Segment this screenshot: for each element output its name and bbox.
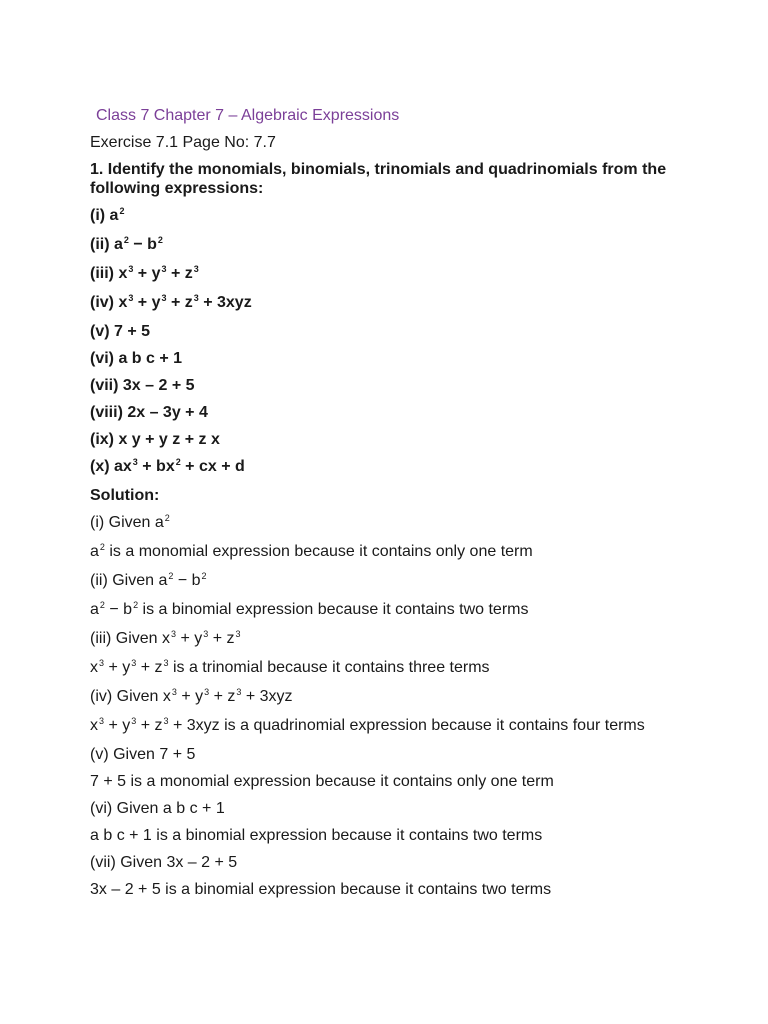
expression-item <box>90 235 670 256</box>
text-segment: (i) a <box>90 207 119 224</box>
text-segment: 7 + 5 is a monomial expression because it contains only one term <box>90 773 554 790</box>
solution-list <box>90 513 670 899</box>
text-segment: + z <box>166 294 193 311</box>
solution-line <box>90 658 670 679</box>
text-segment: x <box>90 717 98 734</box>
expression-item <box>90 264 670 285</box>
text-segment: + y <box>133 265 161 282</box>
superscript: 3 <box>128 264 134 274</box>
superscript: 2 <box>201 571 207 581</box>
question-text: 1. Identify the monomials, binomials, trinomials and quadrinomials from the following expressions: <box>90 161 667 197</box>
text-segment: (v) Given 7 + 5 <box>90 746 196 763</box>
superscript: 2 <box>99 600 105 610</box>
solution-line <box>90 799 670 818</box>
superscript: 3 <box>236 687 242 697</box>
superscript: 3 <box>204 687 210 697</box>
superscript: 3 <box>131 716 137 726</box>
superscript: 2 <box>133 600 139 610</box>
text-segment: (iv) Given x <box>90 688 171 705</box>
text-segment: is a monomial expression because it contains only one term <box>104 543 533 560</box>
text-segment: + z <box>208 630 235 647</box>
solution-heading: Solution: <box>90 487 160 504</box>
text-segment: a <box>90 601 99 618</box>
superscript: 3 <box>193 293 199 303</box>
text-segment: (ii) a <box>90 236 123 253</box>
solution-line <box>90 600 670 621</box>
exercise-label: Exercise 7.1 Page No: 7.7 <box>90 134 276 151</box>
superscript: 3 <box>99 658 105 668</box>
text-segment: is a trinomial because it contains three terms <box>168 659 490 676</box>
solution-line <box>90 716 670 737</box>
superscript: 2 <box>157 235 163 245</box>
text-segment: x <box>90 659 98 676</box>
superscript: 3 <box>171 629 177 639</box>
text-segment: (viii) 2x – 3y + 4 <box>90 404 208 421</box>
solution-line <box>90 629 670 650</box>
text-segment: + y <box>104 659 131 676</box>
expression-item <box>90 457 670 478</box>
solution-line <box>90 542 670 563</box>
superscript: 2 <box>123 235 129 245</box>
superscript: 2 <box>175 457 181 467</box>
solution-line <box>90 826 670 845</box>
text-segment: (i) Given a <box>90 514 164 531</box>
text-segment: (ii) Given a <box>90 572 168 589</box>
text-segment: (vi) Given a b c + 1 <box>90 800 225 817</box>
superscript: 2 <box>99 542 105 552</box>
text-segment: (ix) x y + y z + z x <box>90 431 220 448</box>
expression-item <box>90 322 670 341</box>
text-segment: + 3xyz <box>198 294 252 311</box>
superscript: 3 <box>131 658 137 668</box>
solution-line <box>90 772 670 791</box>
superscript: 3 <box>171 687 177 697</box>
text-segment: + z <box>209 688 236 705</box>
text-segment: (v) 7 + 5 <box>90 323 151 340</box>
text-segment: (iv) x <box>90 294 128 311</box>
text-segment: (vi) a b c + 1 <box>90 350 183 367</box>
superscript: 3 <box>99 716 105 726</box>
text-segment: + z <box>136 717 163 734</box>
superscript: 2 <box>168 571 174 581</box>
text-segment: + z <box>166 265 193 282</box>
expression-item <box>90 403 670 422</box>
superscript: 3 <box>163 658 169 668</box>
superscript: 3 <box>203 629 209 639</box>
text-segment: + y <box>104 717 131 734</box>
expression-list <box>90 206 670 478</box>
superscript: 2 <box>164 513 170 523</box>
solution-line <box>90 880 670 899</box>
text-segment: + y <box>176 688 204 705</box>
text-segment: 3x – 2 + 5 is a binomial expression because it contains two terms <box>90 881 552 898</box>
superscript: 3 <box>161 293 167 303</box>
superscript: 3 <box>128 293 134 303</box>
superscript: 3 <box>132 457 138 467</box>
text-segment: + cx + d <box>180 458 245 475</box>
text-segment: (iii) x <box>90 265 128 282</box>
expression-item <box>90 293 670 314</box>
text-segment: + y <box>133 294 161 311</box>
text-segment: is a binomial expression because it contains two terms <box>138 601 529 618</box>
solution-line <box>90 687 670 708</box>
text-segment: − b <box>173 572 201 589</box>
solution-line <box>90 571 670 592</box>
text-segment: (x) ax <box>90 458 132 475</box>
superscript: 3 <box>163 716 169 726</box>
solution-line <box>90 513 670 534</box>
text-segment: (iii) Given x <box>90 630 171 647</box>
expression-item <box>90 349 670 368</box>
text-segment: a <box>90 543 99 560</box>
expression-item <box>90 376 670 395</box>
expression-item <box>90 430 670 449</box>
solution-line <box>90 853 670 872</box>
text-segment: (vii) 3x – 2 + 5 <box>90 377 195 394</box>
solution-line <box>90 745 670 764</box>
superscript: 3 <box>235 629 241 639</box>
superscript: 2 <box>119 206 125 216</box>
text-segment: + y <box>176 630 203 647</box>
text-segment: − b <box>104 601 133 618</box>
text-segment: (vii) Given 3x – 2 + 5 <box>90 854 238 871</box>
superscript: 3 <box>161 264 167 274</box>
text-segment: + bx <box>137 458 175 475</box>
text-segment: + 3xyz is a quadrinomial expression because it contains four terms <box>168 717 645 734</box>
text-segment: a b c + 1 is a binomial expression because it contains two terms <box>90 827 543 844</box>
expression-item <box>90 206 670 227</box>
text-segment: + 3xyz <box>241 688 293 705</box>
text-segment: + z <box>136 659 163 676</box>
page-title: Class 7 Chapter 7 – Algebraic Expressions <box>96 107 400 124</box>
document-page <box>90 106 670 907</box>
text-segment: − b <box>128 236 157 253</box>
superscript: 3 <box>193 264 199 274</box>
